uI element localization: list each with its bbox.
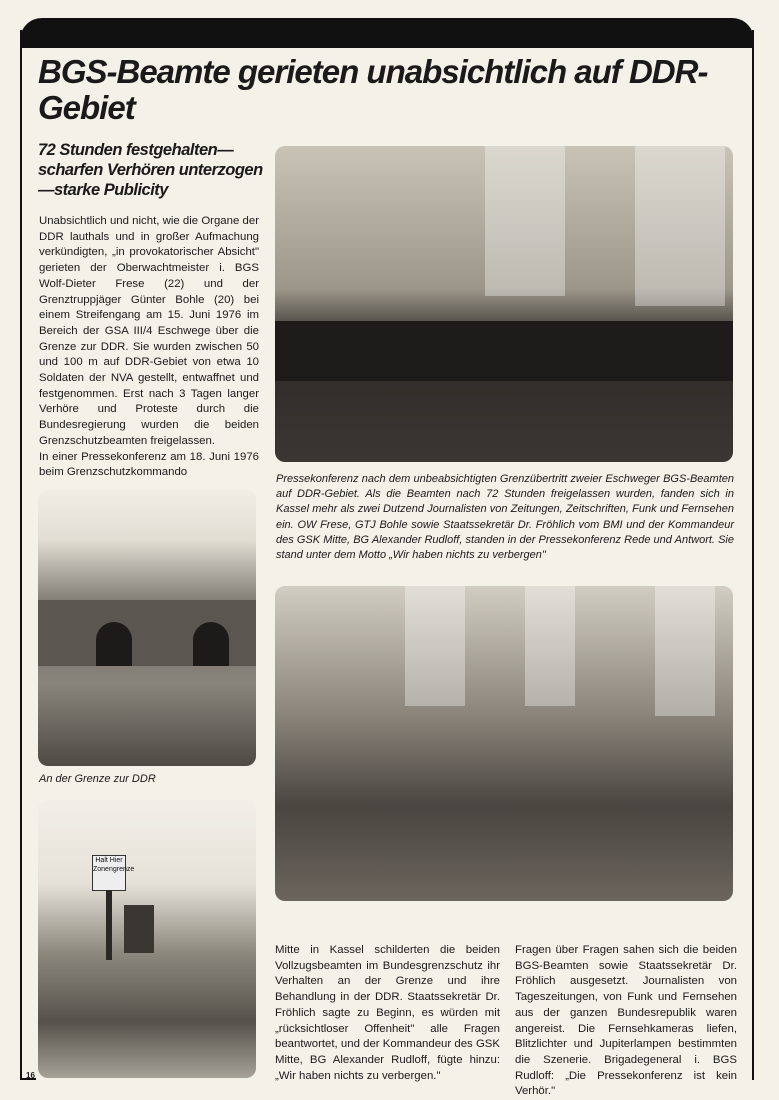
article-intro — [39, 214, 259, 481]
border-bridge-photo — [38, 490, 256, 766]
intro-paragraph-2: In einer Pressekonferenz am 18. Juni 1976 beim Grenzschutzkommando — [39, 450, 259, 479]
left-rule — [20, 30, 22, 1080]
border-sign: Halt Hier Zonengrenze — [92, 855, 126, 891]
page-number: 16 — [26, 1071, 35, 1080]
journalists-photo — [275, 586, 733, 901]
article-title: BGS-Beamte gerieten unabsichtlich auf DDR-Gebiet — [38, 53, 708, 126]
press-conference-photo — [275, 146, 733, 462]
article-column-1: Mitte in Kassel schilderten die beiden Vollzugsbeamten im Bundesgrenzschutz ihr Verhalten an der Grenze und ihre Behandlung in der DDR. Staatssekretär Dr. Fröhlich sagte zu Beginn, es würden mit „rücksichtloser Offenheit" alle Fragen beantwortet, und der Kommandeur des GSK Mitte, BG Alexander Rudloff, fügte hinzu: „Wir haben nichts zu verbergen." — [275, 944, 500, 1082]
intro-paragraph: Unabsichtlich und nicht, wie die Organe der DDR lauthals und in großer Aufmachung verkündigten, „in provokatorischer Absicht" gerieten der Oberwachtmeister i. BGS Wolf-Dieter Frese (22) und der Grenztruppjäger Günter Bohle (20) bei einem Streifengang am 15. Juni 1976 im Bereich der GSA III/4 Eschwege über die Grenze zur DDR. Sie wurden zwischen 50 und 100 m auf DDR-Gebiet von etwa 10 Soldaten der NVA gestellt, entwaffnet und festgenommen. Erst nach 3 Tagen langer Verhöre und Proteste durch die Bundesregierung wurden die beiden Grenzschutzbeamten freigelassen. — [39, 215, 259, 447]
press-conference-caption: Pressekonferenz nach dem unbeabsichtigten Grenzübertritt zweier Eschweger BGS-Beamten auf DDR-Gebiet. Als die Beamten nach 72 Stunden freigelassen wurden, fanden sich in Kassel mehr als zwei Dutzend Journalisten von Zeitungen, Zeitschriften, Funk und Fernsehen ein. OW Frese, GTJ Bohle sowie Staatssekretär Dr. Fröhlich vom BMI und der Kommandeur des GSK Mitte, BG Alexander Rudloff, standen in der Pressekonferenz Rede und Antwort. Sie stand unter dem Motto „Wir haben nichts zu verbergen" — [276, 473, 734, 562]
article-column-2: Fragen über Fragen sahen sich die beiden BGS-Beamten sowie Staatssekretär Dr. Fröhlich ausgesetzt. Journalisten von Tageszeitungen, von Funk und Fernsehen aus der ganzen Bundesrepublik waren angereist. Die Fernsehkameras liefen, Blitzlichter und Jupiterlampen bestimmten die Szenerie. Brigadegeneral i. BGS Rudloff: „Die Pressekonferenz ist kein Verhör." — [515, 944, 737, 1098]
border-sign-photo — [38, 800, 256, 1078]
border-caption: An der Grenze zur DDR — [39, 773, 156, 785]
header-band — [20, 18, 754, 48]
right-rule — [752, 30, 754, 1080]
article-subtitle: 72 Stunden festgehalten—scharfen Verhören unterzogen—starke Publicity — [38, 141, 263, 199]
